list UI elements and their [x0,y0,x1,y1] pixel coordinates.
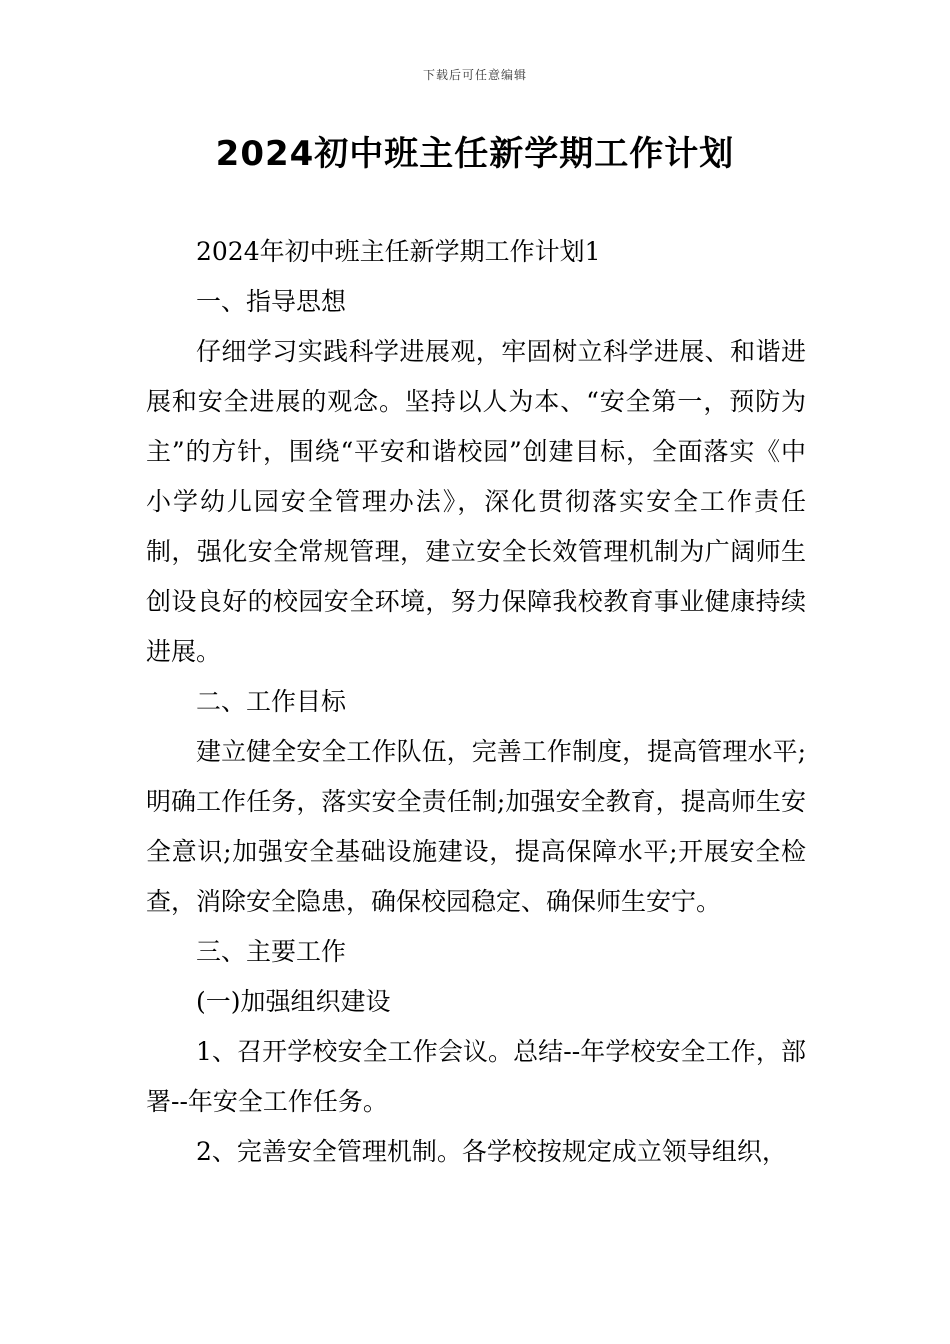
paragraph-heading-work-goals: 二、工作目标 [196,687,347,716]
document-body [146,227,806,1177]
paragraph-subtitle: 2024年初中班主任新学期工作计划1 [196,237,601,266]
paragraph-heading-main-work: 三、主要工作 [196,937,347,966]
paragraph-subheading-organization: (一)加强组织建设 [196,987,391,1016]
paragraph-item-2: 2、完善安全管理机制。各学校按规定成立领导组织， [196,1137,787,1166]
paragraph-heading-guiding-ideology: 一、指导思想 [196,287,347,316]
paragraph-guiding-ideology: 仔细学习实践科学进展观，牢固树立科学进展、和谐进展和安全进展的观念。坚持以人为本、“安全第一，预防为主”的方针，围绕“平安和谐校园”创建目标，全面落实《中小学幼儿园安全管理办法》，深化贯彻落实安全工作责任制，强化安全常规管理，建立安全长效管理机制为广阔师生创设良好的校园安全环境，努力保障我校教育事业健康持续进展。 [146,337,806,666]
paragraph-work-goals: 建立健全安全工作队伍，完善工作制度，提高管理水平;明确工作任务，落实安全责任制;加强安全教育，提高师生安全意识;加强安全基础设施建设，提高保障水平;开展安全检查，消除安全隐患，确保校园稳定、确保师生安宁。 [146,737,806,916]
page-header-note: 下载后可任意编辑 [422,68,527,82]
paragraph-item-1: 1、召开学校安全工作会议。总结--年学校安全工作，部署--年安全工作任务。 [146,1037,806,1116]
document-title: 2024初中班主任新学期工作计划 [215,134,735,174]
